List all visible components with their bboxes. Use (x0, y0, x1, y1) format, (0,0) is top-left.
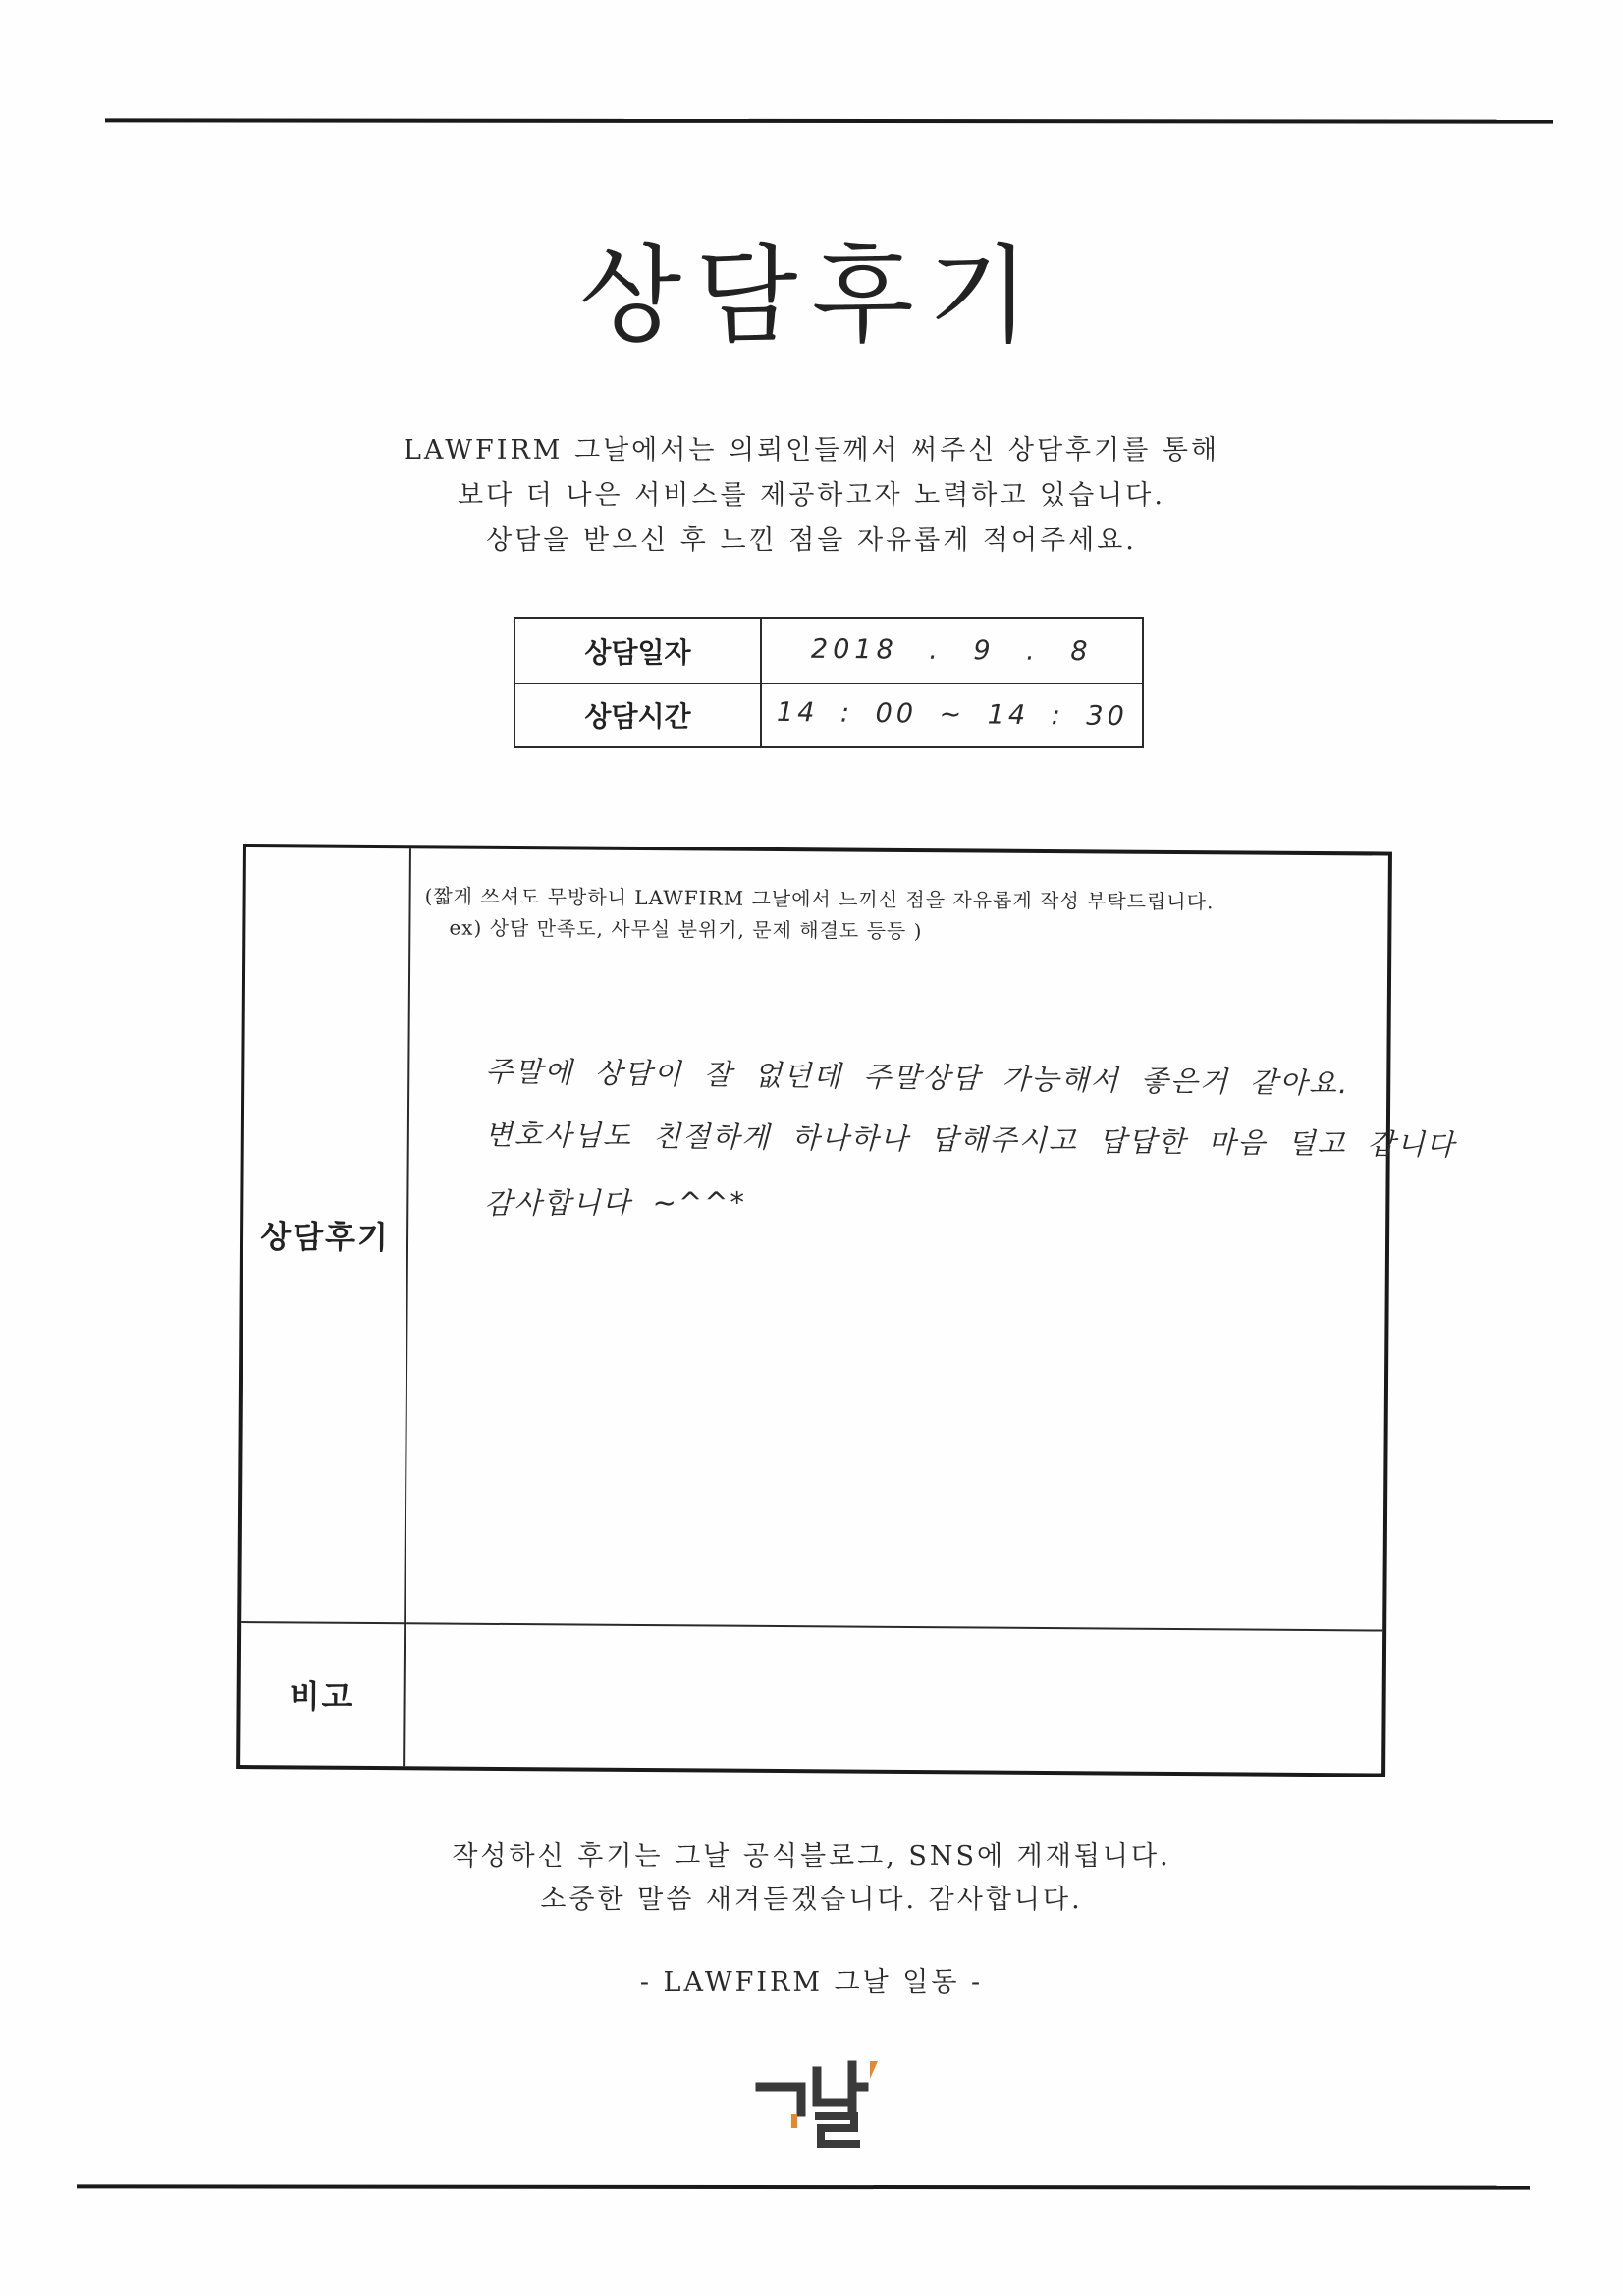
remarks-label: 비고 (289, 1677, 354, 1716)
page-title: 상담후기 (578, 235, 1045, 357)
date-label: 상담일자 (515, 619, 762, 683)
date-cell[interactable] (762, 619, 1142, 683)
logo-dot (791, 2114, 797, 2128)
review-guide-line-2: ex) 상담 만족도, 사무실 분위기, 문제 해결도 등등 ) (449, 915, 923, 944)
review-text-line-1[interactable]: 주말에 상담이 잘 없던데 주말상담 가능해서 좋은거 같아요. (485, 1054, 1350, 1101)
signoff: - LAWFIRM 그날 일동 - (639, 1967, 984, 1997)
review-text-line-3[interactable]: 감사합니다 ~^^* (484, 1185, 747, 1221)
review-text-line-2[interactable]: 변호사님도 친절하게 하나하나 답해주시고 답답한 마음 덜고 갑니다 (484, 1118, 1456, 1162)
date-value: 2018 . 9 . 8 (811, 633, 1093, 668)
bottom-rule (77, 2184, 1530, 2189)
time-cell[interactable] (762, 683, 1142, 746)
consultation-info-table (514, 617, 1144, 748)
time-label: 상담시간 (515, 683, 762, 746)
closing-line-1: 작성하신 후기는 그날 공식블로그, SNS에 게재됩니다. (452, 1841, 1171, 1872)
intro-line-1: LAWFIRM 그날에서는 의뢰인들께서 써주신 상담후기를 통해 (403, 435, 1220, 465)
time-row (515, 683, 1142, 746)
remarks-field[interactable] (406, 1626, 1382, 1773)
review-guide-line-1: (짧게 쓰셔도 무방하니 LAWFIRM 그날에서 느끼신 점을 자유롭게 작성 부탁드립니다. (424, 884, 1215, 914)
top-rule (105, 118, 1553, 123)
review-form (236, 844, 1456, 1777)
geunal-logo (754, 2057, 892, 2156)
intro-line-3: 상담을 받으신 후 느낀 점을 자유롭게 적어주세요. (486, 525, 1137, 556)
intro-line-2: 보다 더 나은 서비스를 제공하고자 노력하고 있습니다. (458, 480, 1165, 511)
time-value: 14 : 00 ~ 14 : 30 (776, 696, 1128, 733)
review-label: 상담후기 (260, 1218, 391, 1257)
date-row (515, 619, 1142, 684)
closing-line-2: 소중한 말씀 새겨듣겠습니다. 감사합니다. (540, 1885, 1083, 1915)
